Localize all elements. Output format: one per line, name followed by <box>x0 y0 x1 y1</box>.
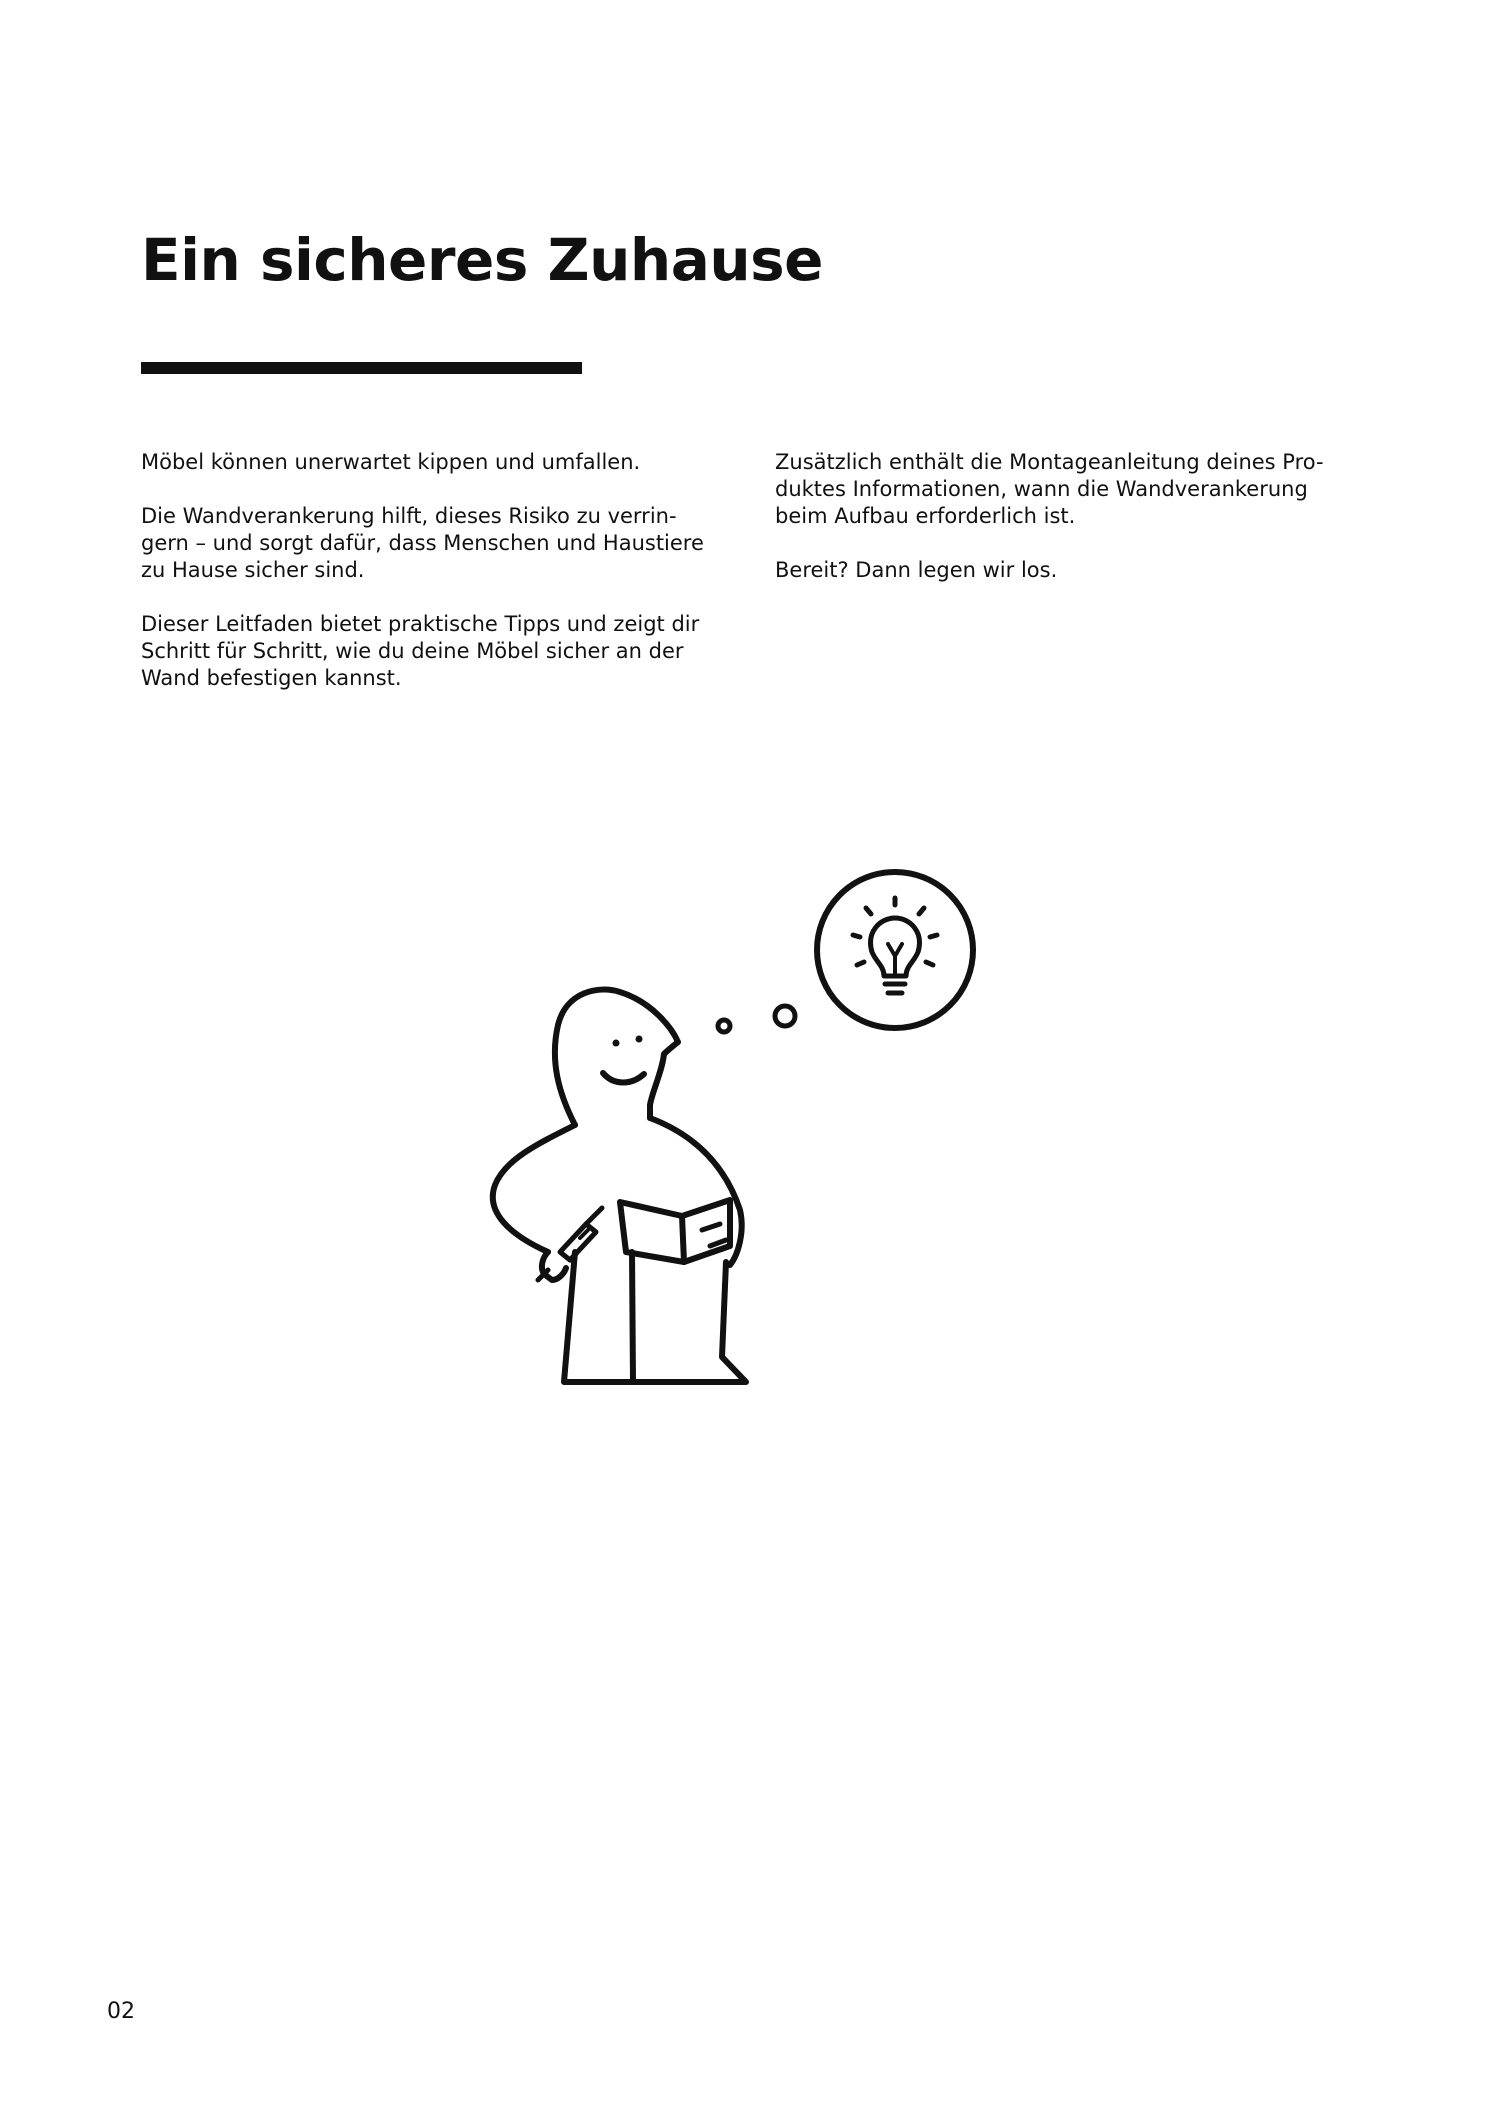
intro-left-column <box>141 449 741 719</box>
lightbulb-icon <box>817 872 973 1028</box>
title-underline-rule <box>141 362 582 374</box>
person-body <box>493 1118 742 1265</box>
intro-paragraph: Die Wandverankerung hilft, dieses Risiko zu verrin- gern – und sorgt dafür, dass Menschen und Haustiere zu Hause sicher sind. <box>141 504 704 582</box>
intro-paragraph: Möbel können unerwartet kippen und umfallen. <box>141 450 641 474</box>
intro-right-column <box>775 449 1375 611</box>
person-eye <box>613 1040 620 1047</box>
person-with-screwdriver-and-manual-idea-icon <box>440 860 1000 1460</box>
intro-paragraph: Zusätzlich enthält die Montageanleitung deines Pro- duktes Informationen, wann die Wandverankerung beim Aufbau erforderlich ist. <box>775 450 1324 528</box>
thought-bubble-medium-dot <box>775 1006 795 1026</box>
intro-paragraph: Dieser Leitfaden bietet praktische Tipps und zeigt dir Schritt für Schritt, wie du deine Möbel sicher an der Wand befestigen kannst. <box>141 612 700 690</box>
manual-book-icon <box>620 1200 730 1262</box>
thought-bubble-small-dot <box>718 1020 730 1032</box>
person-eye <box>636 1036 643 1043</box>
page-number: 02 <box>107 1999 135 2024</box>
screwdriver-icon <box>538 1208 602 1280</box>
person-head <box>555 990 678 1125</box>
person-legs <box>564 1252 746 1382</box>
page-title: Ein sicheres Zuhause <box>141 226 823 294</box>
intro-paragraph: Bereit? Dann legen wir los. <box>775 558 1058 582</box>
person-smile <box>603 1073 644 1083</box>
